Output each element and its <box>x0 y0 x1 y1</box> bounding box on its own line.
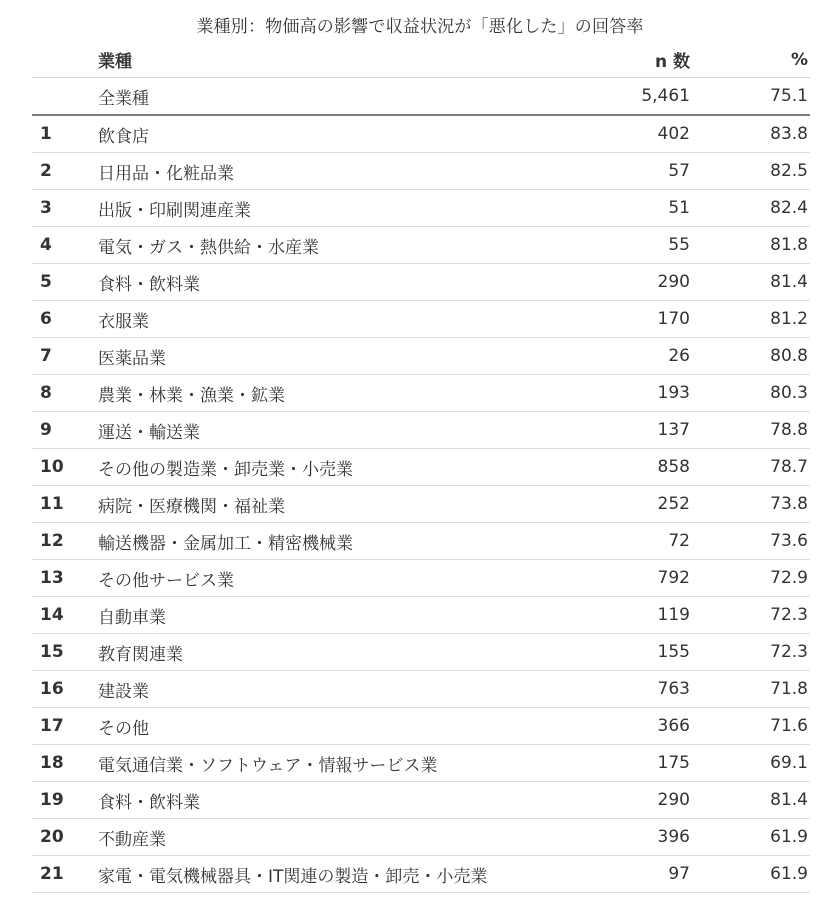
row-n: 175 <box>570 745 690 782</box>
row-pct: 71.8 <box>690 671 810 708</box>
row-rank: 15 <box>32 634 98 671</box>
table-row <box>32 486 810 523</box>
row-n: 193 <box>570 375 690 412</box>
row-n: 402 <box>570 115 690 153</box>
table-row <box>32 153 810 190</box>
table-row <box>32 523 810 560</box>
row-n: 858 <box>570 449 690 486</box>
row-pct: 72.9 <box>690 560 810 597</box>
row-n: 55 <box>570 227 690 264</box>
table-row <box>32 227 810 264</box>
row-pct: 81.4 <box>690 264 810 301</box>
row-rank: 10 <box>32 449 98 486</box>
row-rank: 12 <box>32 523 98 560</box>
row-industry: 病院・医療機関・福祉業 <box>98 486 570 523</box>
row-n: 51 <box>570 190 690 227</box>
row-rank: 7 <box>32 338 98 375</box>
row-industry: 家電・電気機械器具・IT関連の製造・卸売・小売業 <box>98 856 570 893</box>
row-industry: 飲食店 <box>98 115 570 153</box>
table-body <box>32 78 810 893</box>
row-pct: 81.2 <box>690 301 810 338</box>
row-rank: 8 <box>32 375 98 412</box>
total-rank <box>32 78 98 116</box>
row-pct: 80.3 <box>690 375 810 412</box>
row-rank: 20 <box>32 819 98 856</box>
row-pct: 82.5 <box>690 153 810 190</box>
row-n: 137 <box>570 412 690 449</box>
header-row <box>32 42 810 78</box>
table-row <box>32 412 810 449</box>
row-industry: 輸送機器・金属加工・精密機械業 <box>98 523 570 560</box>
table-row <box>32 671 810 708</box>
row-industry: 教育関連業 <box>98 634 570 671</box>
row-n: 252 <box>570 486 690 523</box>
row-pct: 72.3 <box>690 634 810 671</box>
table-row <box>32 560 810 597</box>
row-n: 72 <box>570 523 690 560</box>
row-rank: 18 <box>32 745 98 782</box>
row-pct: 72.3 <box>690 597 810 634</box>
row-rank: 6 <box>32 301 98 338</box>
row-industry: 運送・輸送業 <box>98 412 570 449</box>
total-n: 5,461 <box>570 78 690 116</box>
row-industry: 日用品・化粧品業 <box>98 153 570 190</box>
row-pct: 61.9 <box>690 819 810 856</box>
row-rank: 1 <box>32 115 98 153</box>
table-row <box>32 301 810 338</box>
table-row <box>32 115 810 153</box>
row-rank: 13 <box>32 560 98 597</box>
row-rank: 3 <box>32 190 98 227</box>
row-rank: 2 <box>32 153 98 190</box>
row-rank: 5 <box>32 264 98 301</box>
row-n: 119 <box>570 597 690 634</box>
row-n: 97 <box>570 856 690 893</box>
total-row <box>32 78 810 116</box>
row-industry: 衣服業 <box>98 301 570 338</box>
row-pct: 81.4 <box>690 782 810 819</box>
row-rank: 16 <box>32 671 98 708</box>
row-pct: 81.8 <box>690 227 810 264</box>
row-industry: 建設業 <box>98 671 570 708</box>
table-row <box>32 264 810 301</box>
row-pct: 78.8 <box>690 412 810 449</box>
row-rank: 14 <box>32 597 98 634</box>
table-row <box>32 745 810 782</box>
row-n: 792 <box>570 560 690 597</box>
table-row <box>32 856 810 893</box>
row-industry: 出版・印刷関連産業 <box>98 190 570 227</box>
header-n: n 数 <box>570 42 690 78</box>
header-industry: 業種 <box>98 42 570 78</box>
table-title: 業種別：物価高の影響で収益状況が「悪化した」の回答率 <box>196 17 644 37</box>
table-header <box>32 42 810 78</box>
row-n: 57 <box>570 153 690 190</box>
row-rank: 11 <box>32 486 98 523</box>
row-industry: その他の製造業・卸売業・小売業 <box>98 449 570 486</box>
row-pct: 61.9 <box>690 856 810 893</box>
row-pct: 80.8 <box>690 338 810 375</box>
row-rank: 4 <box>32 227 98 264</box>
row-pct: 82.4 <box>690 190 810 227</box>
row-pct: 69.1 <box>690 745 810 782</box>
table-row <box>32 819 810 856</box>
row-pct: 83.8 <box>690 115 810 153</box>
row-n: 170 <box>570 301 690 338</box>
table-row <box>32 190 810 227</box>
row-pct: 73.8 <box>690 486 810 523</box>
row-industry: 食料・飲料業 <box>98 782 570 819</box>
row-n: 396 <box>570 819 690 856</box>
row-n: 290 <box>570 264 690 301</box>
table-row <box>32 338 810 375</box>
table-row <box>32 634 810 671</box>
total-industry: 全業種 <box>98 78 570 116</box>
row-industry: 食料・飲料業 <box>98 264 570 301</box>
table-row <box>32 375 810 412</box>
row-pct: 71.6 <box>690 708 810 745</box>
industry-table <box>32 42 810 893</box>
row-industry: 不動産業 <box>98 819 570 856</box>
row-rank: 19 <box>32 782 98 819</box>
row-rank: 17 <box>32 708 98 745</box>
table-row <box>32 597 810 634</box>
row-pct: 78.7 <box>690 449 810 486</box>
row-industry: その他サービス業 <box>98 560 570 597</box>
row-industry: 農業・林業・漁業・鉱業 <box>98 375 570 412</box>
table-row <box>32 708 810 745</box>
row-n: 26 <box>570 338 690 375</box>
row-n: 155 <box>570 634 690 671</box>
row-n: 290 <box>570 782 690 819</box>
total-pct: 75.1 <box>690 78 810 116</box>
row-industry: その他 <box>98 708 570 745</box>
table-row <box>32 782 810 819</box>
row-pct: 73.6 <box>690 523 810 560</box>
row-industry: 医薬品業 <box>98 338 570 375</box>
row-n: 366 <box>570 708 690 745</box>
table-row <box>32 449 810 486</box>
header-rank <box>32 42 98 78</box>
row-rank: 9 <box>32 412 98 449</box>
header-pct: % <box>690 42 810 78</box>
row-industry: 電気通信業・ソフトウェア・情報サービス業 <box>98 745 570 782</box>
row-industry: 自動車業 <box>98 597 570 634</box>
row-rank: 21 <box>32 856 98 893</box>
row-industry: 電気・ガス・熱供給・水産業 <box>98 227 570 264</box>
row-n: 763 <box>570 671 690 708</box>
